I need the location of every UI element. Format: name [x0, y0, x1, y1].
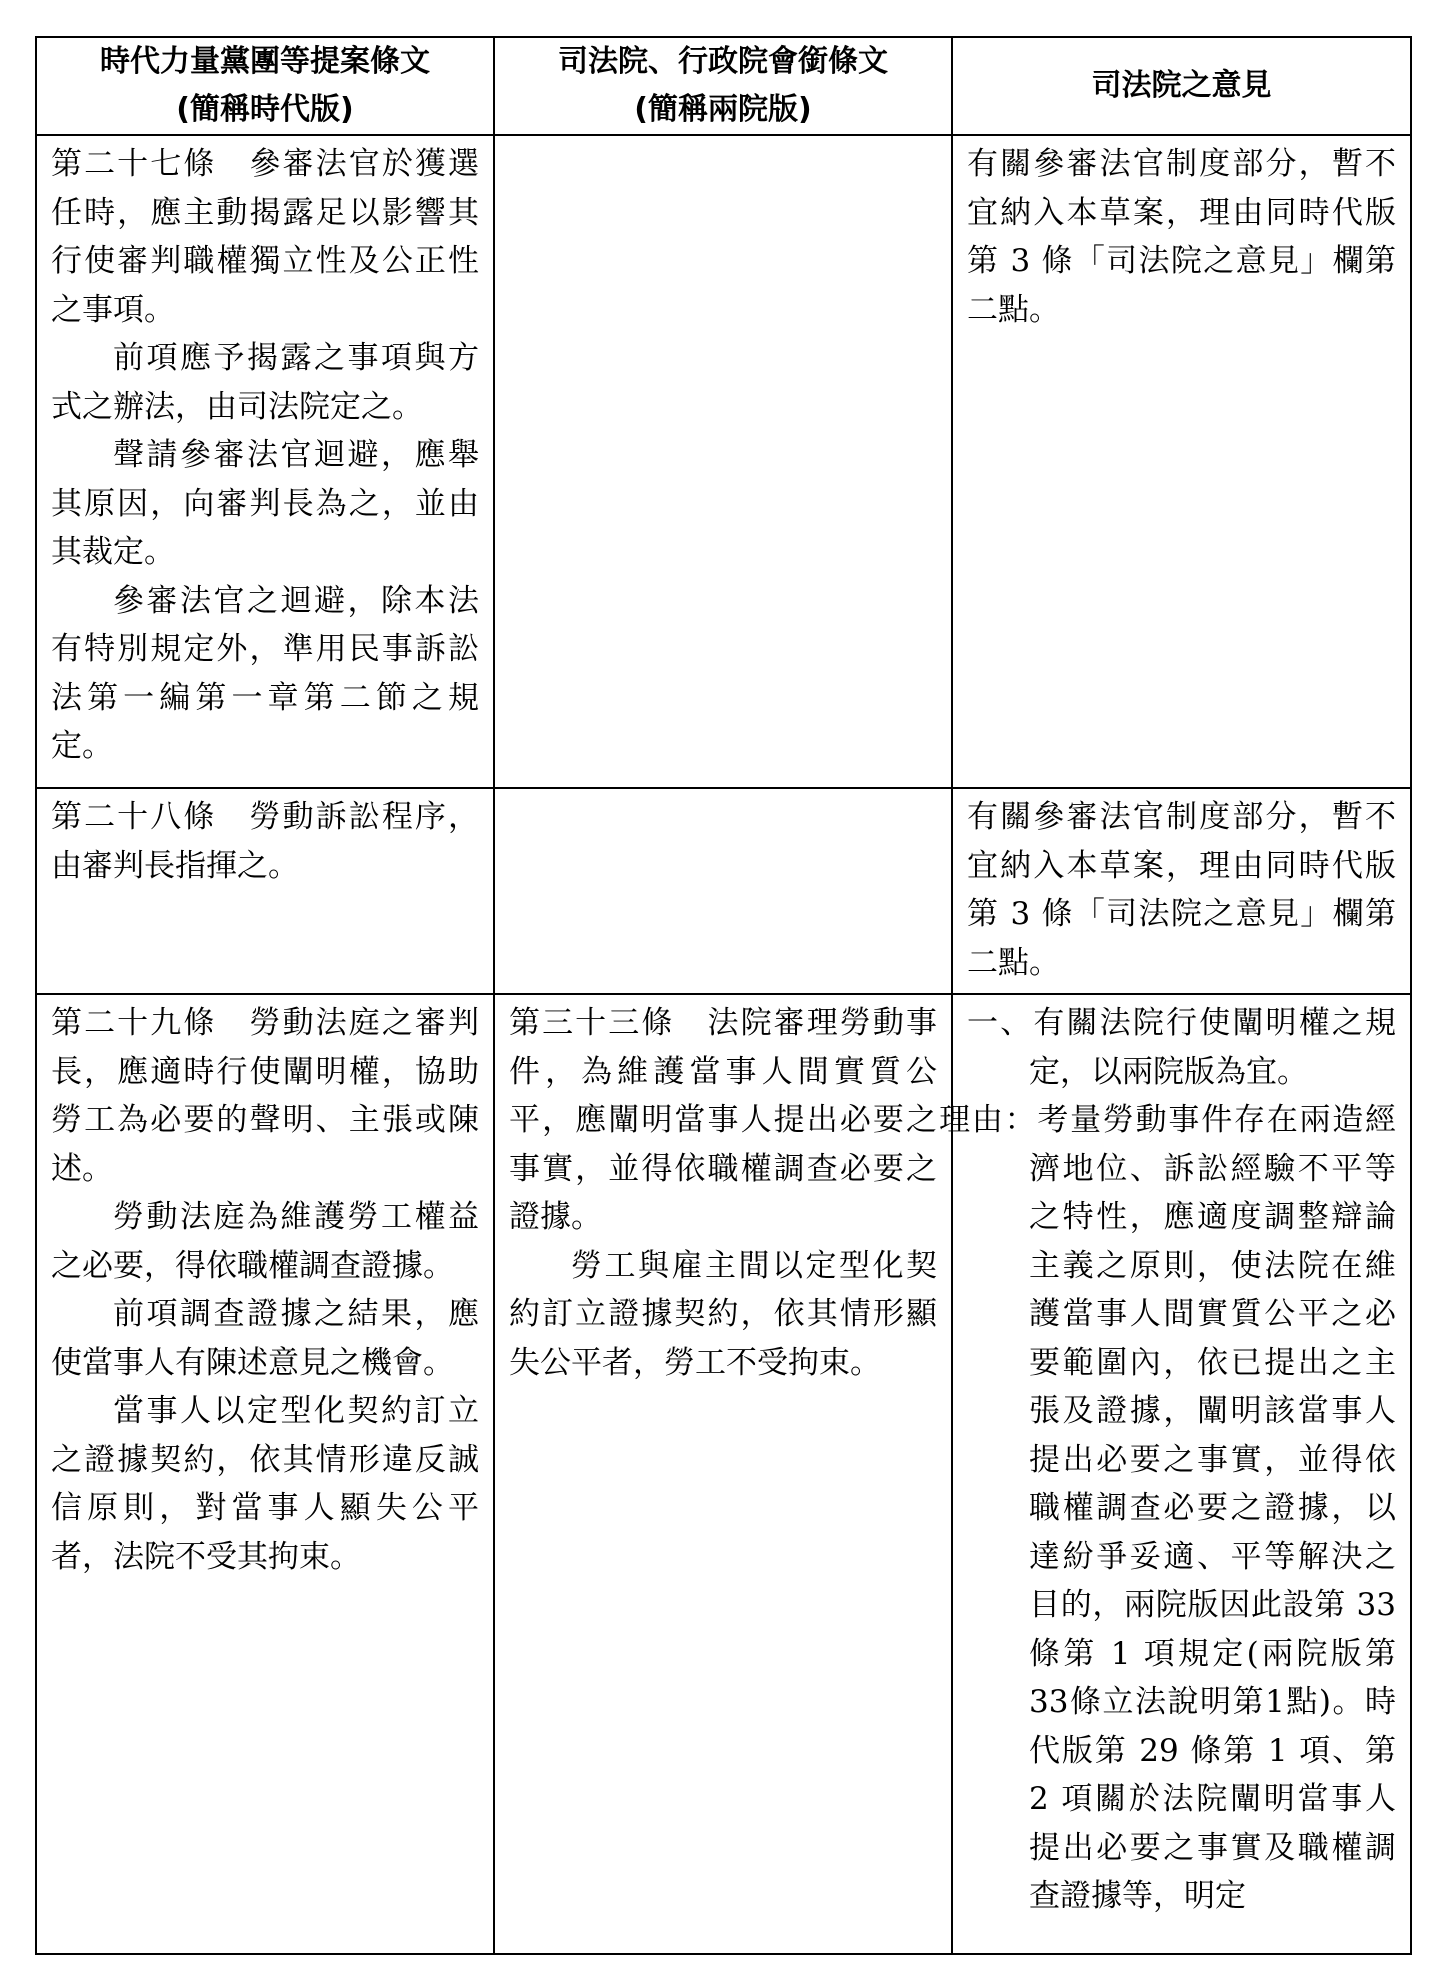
header-col-liangyuan-line2: (簡稱兩院版): [634, 92, 812, 127]
opinion-paragraph: 一、有關法院行使闡明權之規定，以兩院版為宜。: [967, 1005, 1396, 1090]
article-paragraph: 勞動法庭為維護勞工權益之必要，得依職權調查證據。: [51, 1199, 479, 1284]
opinion-paragraph: 理由：考量勞動事件存在兩造經濟地位、訴訟經驗不平等之特性，應適度調整辯論主義之原則，使法院在維護當事人間實質公平之必要範圍內，依已提出之主張及證據，闡明該當事人提出必要之事實，並得依職權調查必要之證據，以達紛爭妥適、平等解決之目的，兩院版因此設第 33 條第 1 項規定(兩院版第33條立法說明第1點)。時代版第 29 條第 1 項、第 2 項關於法院闡明當事人提出必要之事實及職權調查證據等，明定: [939, 1102, 1396, 1914]
header-col-liangyuan-line1: 司法院、行政院會銜條文: [558, 44, 888, 79]
cell-shidai-article29: [36, 994, 494, 1954]
header-row: [36, 37, 1411, 135]
header-col-opinion: [952, 37, 1411, 135]
cell-shidai-article27: [36, 135, 494, 788]
opinion-paragraph: 有關參審法官制度部分，暫不宜納入本草案，理由同時代版第 3 條「司法院之意見」欄第二點。: [967, 799, 1396, 981]
article-paragraph: 參審法官之迴避，除本法有特別規定外，準用民事訴訟法第一編第一章第二節之規定。: [51, 582, 479, 764]
cell-shidai-article28: [36, 788, 494, 994]
article-paragraph: 第二十八條 勞動訴訟程序，由審判長指揮之。: [51, 799, 479, 884]
opinion-paragraph: 有關參審法官制度部分，暫不宜納入本草案，理由同時代版第 3 條「司法院之意見」欄第二點。: [967, 146, 1396, 328]
article-paragraph: 聲請參審法官迴避，應舉其原因，向審判長為之，並由其裁定。: [51, 437, 479, 570]
article-paragraph: 第三十三條 法院審理勞動事件，為維護當事人間實質公平，應闡明當事人提出必要之事實，並得依職權調查必要之證據。: [509, 1005, 937, 1235]
header-col-shidai-line2: (簡稱時代版): [176, 92, 354, 127]
header-col-liangyuan: [494, 37, 952, 135]
table-row: [36, 135, 1411, 788]
article-paragraph: 當事人以定型化契約訂立之證據契約，依其情形違反誠信原則，對當事人顯失公平者，法院不受其拘束。: [51, 1393, 479, 1575]
cell-opinion: [952, 788, 1411, 994]
header-col-shidai: [36, 37, 494, 135]
cell-opinion: [939, 994, 1411, 1954]
article-paragraph: 前項應予揭露之事項與方式之辦法，由司法院定之。: [51, 340, 479, 425]
article-paragraph: 第二十七條 參審法官於獲選任時，應主動揭露足以影響其行使審判職權獨立性及公正性之事項。: [51, 146, 479, 328]
header-col-shidai-line1: 時代力量黨團等提案條文: [100, 44, 430, 79]
cell-liangyuan-empty: [494, 788, 952, 994]
article-paragraph: 勞工與雇主間以定型化契約訂立證據契約，依其情形顯失公平者，勞工不受拘束。: [509, 1247, 937, 1381]
cell-liangyuan-article33: [494, 994, 952, 1954]
header-col-opinion-text: 司法院之意見: [1091, 68, 1272, 103]
cell-opinion: [952, 135, 1411, 788]
table-row: [36, 788, 1411, 994]
article-paragraph: 第二十九條 勞動法庭之審判長，應適時行使闡明權，協助勞工為必要的聲明、主張或陳述。: [51, 1005, 479, 1187]
article-paragraph: 前項調查證據之結果，應使當事人有陳述意見之機會。: [51, 1296, 479, 1381]
cell-liangyuan-empty: [494, 135, 952, 788]
comparison-table: [35, 36, 1412, 1955]
table-row: [36, 994, 1411, 1954]
